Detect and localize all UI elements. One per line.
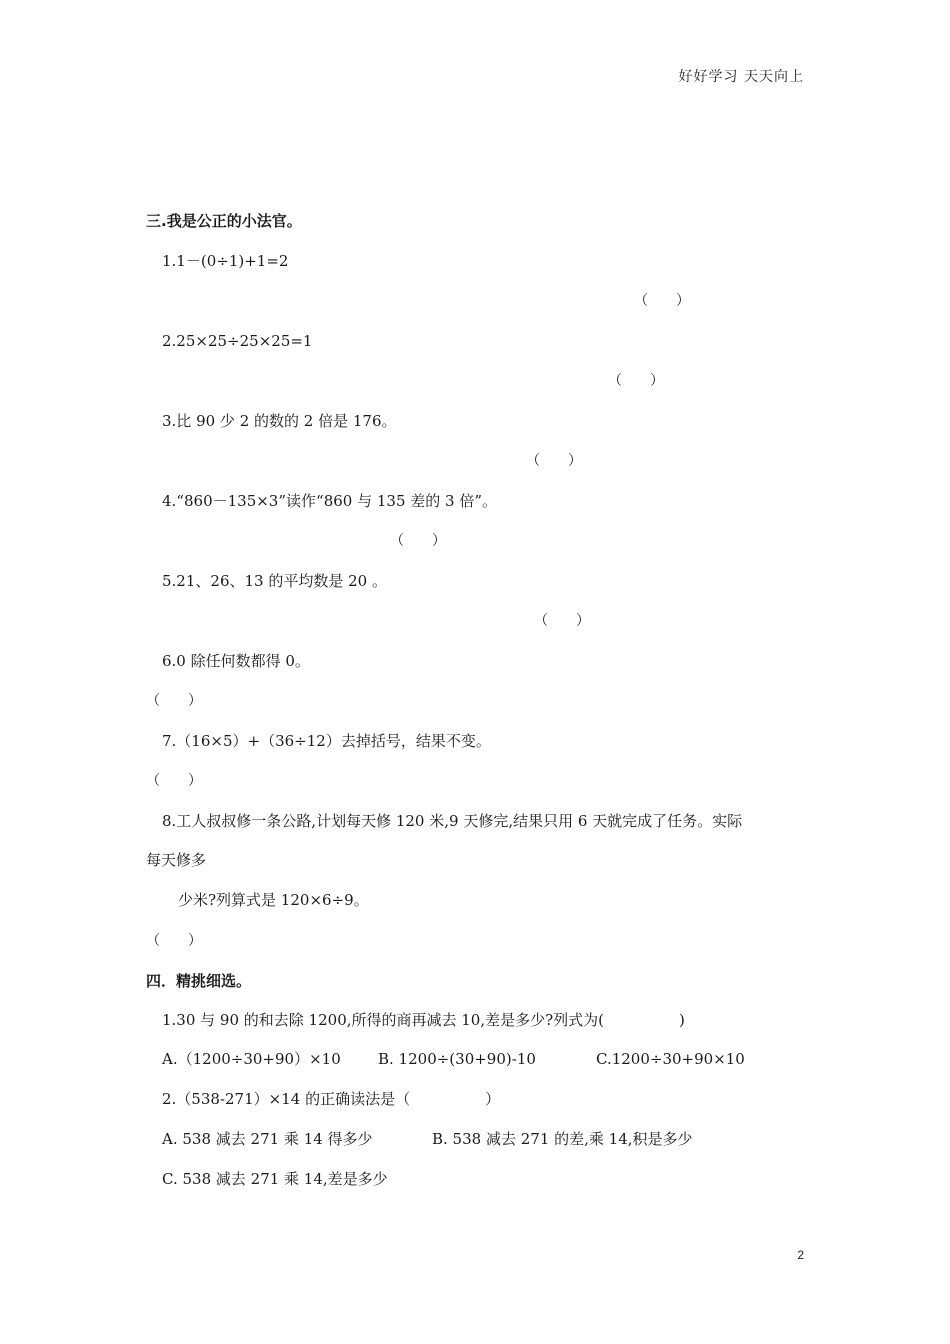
choice-question-2: 2.（538-271）×14 的正确读法是（ ） [162,1090,501,1108]
judge-answer-blank-2[interactable]: （ ） [608,373,664,389]
judge-answer-blank-8[interactable]: （ ） [146,933,202,949]
choice-question-1: 1.30 与 90 的和去除 1200,所得的商再减去 10,差是多少?列式为( ) [162,1011,685,1029]
page-number: 2 [797,1248,804,1262]
judge-item-2: 2.25×25÷25×25=1 [162,332,313,350]
page-header: 好好学习 天天向上 [678,69,804,85]
judge-answer-blank-4[interactable]: （ ） [390,533,446,549]
judge-item-8: 8.工人叔叔修一条公路,计划每天修 120 米,9 天修完,结果只用 6 天就完成了任务。实际 [162,812,743,830]
section-4-title: 四．精挑细选。 [146,972,252,990]
judge-item-3: 3.比 90 少 2 的数的 2 倍是 176。 [162,412,397,430]
judge-answer-blank-1[interactable]: （ ） [634,293,690,309]
judge-item-8-line-3: 少米?列算式是 120×6÷9。 [178,891,369,909]
choice-1-option-b[interactable]: B. 1200÷(30+90)-10 [378,1050,536,1068]
choice-2-option-c[interactable]: C. 538 减去 271 乘 14,差是多少 [162,1170,388,1188]
choice-1-option-a[interactable]: A.（1200÷30+90）×10 [162,1050,341,1068]
judge-answer-blank-7[interactable]: （ ） [146,773,202,789]
judge-item-5: 5.21、26、13 的平均数是 20 。 [162,572,387,590]
judge-item-7: 7.（16×5）+（36÷12）去掉括号，结果不变。 [162,732,491,750]
judge-item-1: 1.1－(0÷1)+1=2 [162,252,289,270]
judge-item-4: 4.“860－135×3”读作“860 与 135 差的 3 倍”。 [162,492,498,510]
judge-item-8-line-2: 每天修多 [146,851,207,869]
judge-answer-blank-5[interactable]: （ ） [534,613,590,629]
judge-answer-blank-3[interactable]: （ ） [526,453,582,469]
choice-2-option-a[interactable]: A. 538 减去 271 乘 14 得多少 [162,1130,373,1148]
judge-answer-blank-6[interactable]: （ ） [146,693,202,709]
section-3-title: 三.我是公正的小法官。 [146,212,302,230]
judge-item-6: 6.0 除任何数都得 0。 [162,652,310,670]
choice-1-option-c[interactable]: C.1200÷30+90×10 [596,1050,745,1068]
choice-2-option-b[interactable]: B. 538 减去 271 的差,乘 14,积是多少 [432,1130,693,1148]
